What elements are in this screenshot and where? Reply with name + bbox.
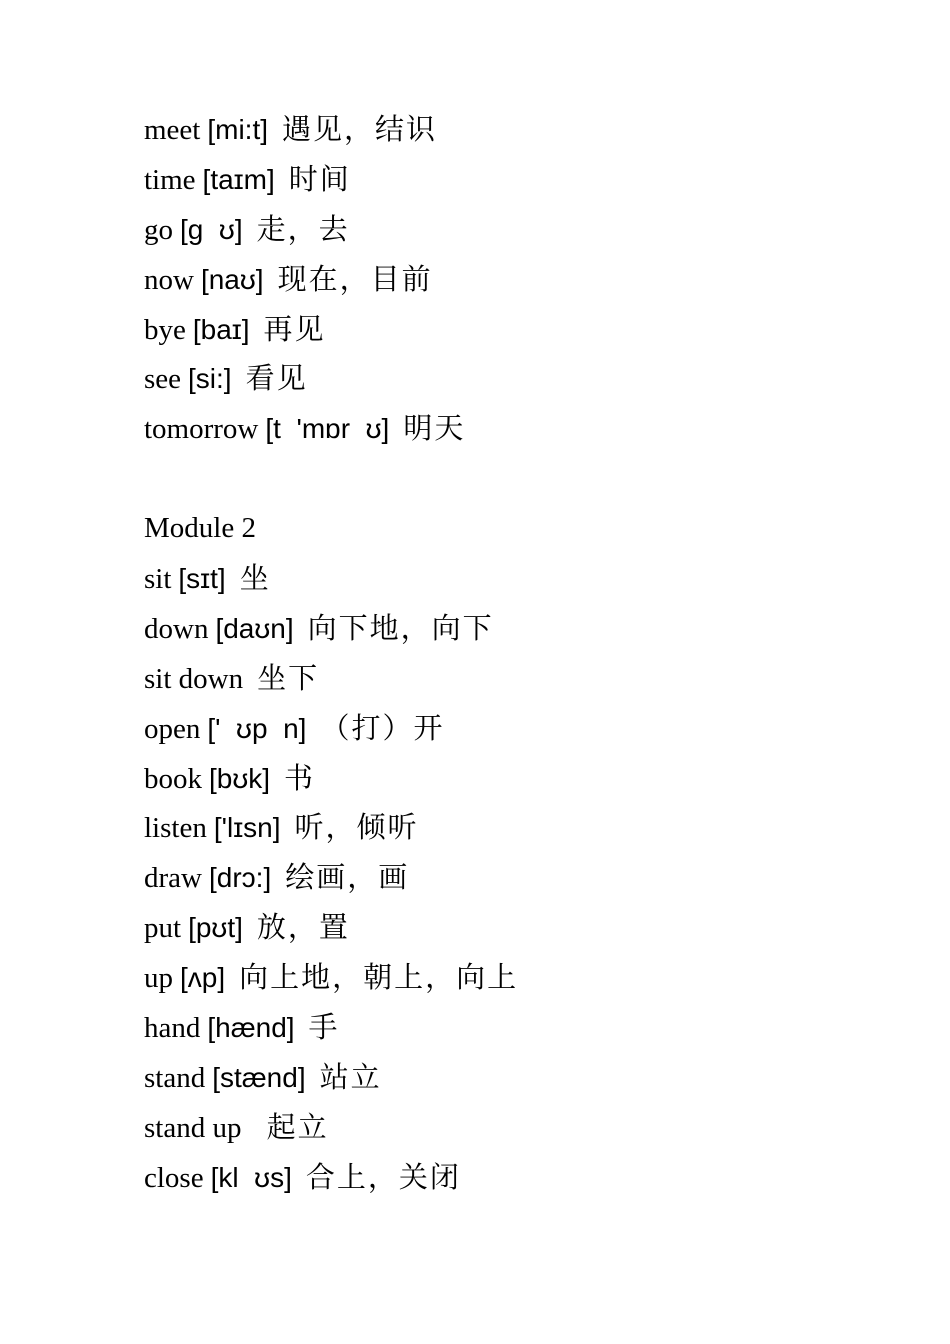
entry-word: close [144, 1161, 204, 1194]
entry-meaning: 放，置 [256, 910, 350, 945]
entry-meaning: 听，倾听 [294, 810, 419, 845]
entry-meaning: 再见 [263, 311, 326, 346]
entry-meaning: 合上，关闭 [305, 1159, 461, 1194]
entry-phonetic: [g ʊ] [180, 213, 243, 245]
entry-meaning: 向上地，朝上，向上 [239, 960, 519, 995]
entry-phonetic: [daʊn] [215, 612, 294, 644]
entry-word: see [144, 363, 182, 396]
entry-word: tomorrow [144, 413, 259, 446]
entry-phonetic: [baɪ] [192, 313, 250, 345]
entry-phonetic: [sɪt] [178, 563, 226, 595]
vocab-entry-now [144, 255, 910, 305]
entry-phonetic: [kl ʊs] [210, 1161, 292, 1193]
entry-meaning: 遇见，结识 [282, 112, 438, 146]
entry-phonetic: [si:] [188, 363, 232, 395]
vocab-entry-sit [144, 554, 910, 604]
entry-word: put [144, 912, 182, 945]
entry-phonetic: [hænd] [207, 1012, 295, 1044]
entry-word: sit [144, 563, 172, 596]
entry-word: draw [144, 862, 202, 895]
entry-meaning: 明天 [403, 411, 466, 446]
vocab-entry-down [144, 604, 910, 654]
entry-meaning: （打）开 [320, 710, 445, 745]
entry-meaning: 手 [308, 1010, 340, 1045]
entry-word: listen [144, 812, 207, 845]
entry-phonetic: [bʊk] [209, 762, 271, 794]
entry-meaning: 看见 [245, 361, 308, 396]
vocab-list-module-1 [144, 105, 910, 454]
entry-word: book [144, 762, 202, 795]
entry-word: hand [144, 1012, 201, 1045]
entry-phonetic: [drɔ:] [208, 862, 272, 894]
vocab-list-module-2 [144, 504, 910, 1202]
vocab-entry-stand-up [144, 1103, 910, 1153]
entry-meaning: 书 [284, 760, 316, 795]
entry-meaning: 现在，目前 [277, 261, 433, 296]
vocab-entry-put [144, 903, 910, 953]
entry-phonetic: [pʊt] [188, 912, 243, 944]
entry-word: stand up [144, 1111, 242, 1144]
module-heading: Module 2 [144, 512, 256, 545]
entry-phonetic: [stænd] [212, 1061, 306, 1093]
entry-word: meet [144, 114, 201, 146]
entry-word: bye [144, 313, 186, 346]
vocab-entry-bye [144, 305, 910, 355]
entry-word: down [144, 612, 209, 645]
vocab-entry-close [144, 1153, 910, 1203]
entry-word: sit down [144, 662, 244, 695]
entry-phonetic: [' ʊp n] [207, 712, 307, 744]
vocab-entry-sit-down [144, 654, 910, 704]
entry-meaning: 站立 [319, 1059, 382, 1094]
entry-word: time [144, 163, 196, 196]
vocab-entry-tomorrow [144, 404, 910, 454]
vocab-entry-book [144, 754, 910, 804]
section-heading [144, 504, 910, 554]
vocab-entry-draw [144, 853, 910, 903]
entry-meaning: 向下地，向下 [307, 610, 494, 645]
vocab-entry-see [144, 354, 910, 404]
vocabulary-page [144, 105, 910, 1203]
entry-meaning: 起立 [255, 1109, 329, 1144]
vocab-entry-open [144, 704, 910, 754]
entry-word: open [144, 712, 201, 745]
entry-phonetic: [t 'mɒr ʊ] [265, 413, 390, 445]
entry-meaning: 坐下 [257, 660, 320, 695]
entry-meaning: 时间 [288, 161, 351, 196]
entry-word: up [144, 962, 173, 995]
entry-phonetic: ['lɪsn] [213, 812, 281, 844]
section-spacer [144, 454, 910, 504]
entry-meaning: 绘画，画 [285, 860, 410, 895]
vocab-entry-up [144, 953, 910, 1003]
vocab-entry-go [144, 205, 910, 255]
entry-phonetic: [ʌp] [180, 962, 226, 994]
entry-phonetic: [mi:t] [207, 114, 269, 145]
entry-word: stand [144, 1061, 206, 1094]
entry-meaning: 走，去 [256, 211, 350, 246]
entry-word: now [144, 263, 194, 296]
vocab-entry-stand [144, 1053, 910, 1103]
entry-phonetic: [taɪm] [202, 163, 275, 195]
vocab-entry-time [144, 155, 910, 205]
entry-word: go [144, 213, 173, 246]
vocab-entry-meet [144, 105, 910, 155]
vocab-entry-listen [144, 803, 910, 853]
vocab-entry-hand [144, 1003, 910, 1053]
entry-phonetic: [naʊ] [200, 263, 264, 295]
entry-meaning: 坐 [239, 561, 271, 596]
